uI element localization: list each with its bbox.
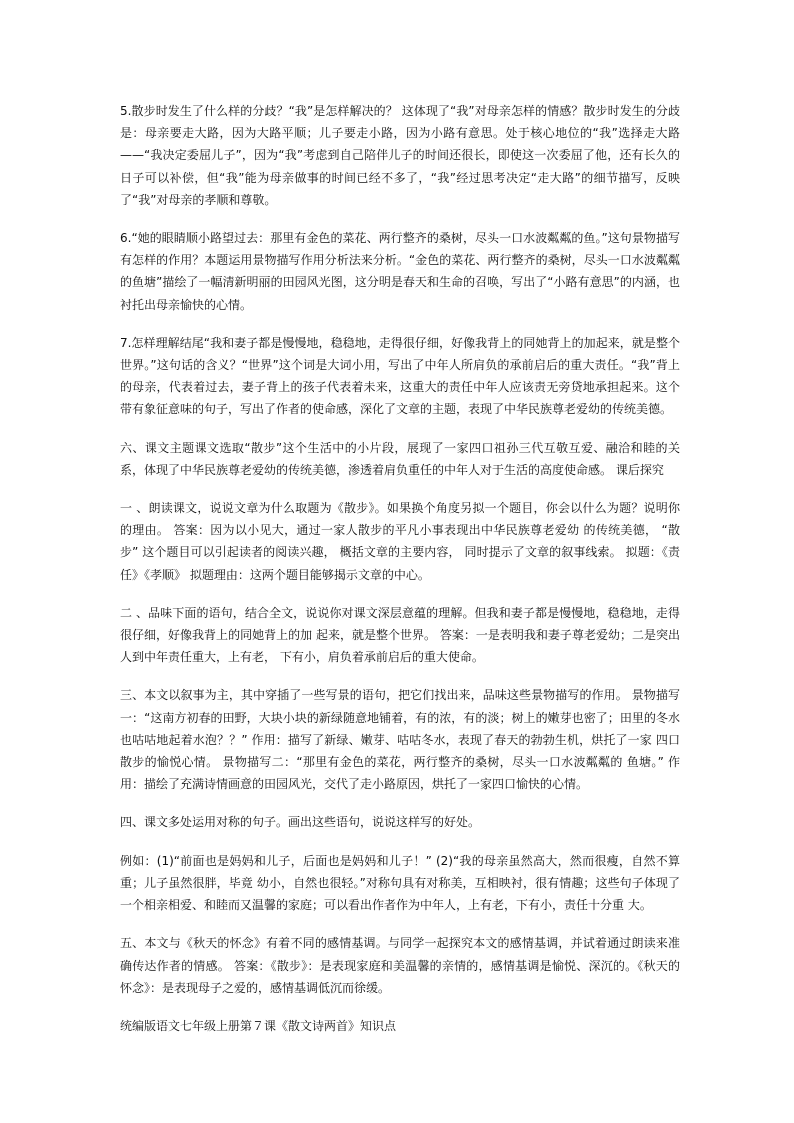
question-7-paragraph: 7.怎样理解结尾“我和妻子都是慢慢地，稳稳地，走得很仔细，好像我背上的同她背上的加起来，就是整个世界。”这句话的含义？“世界”这个词是大词小用，写出了中年人所肩负的承前启后的重大责任。“我”背上的母亲，代表着过去，妻子背上的孩子代表着未来，这重大的责任中年人应该责无旁贷地承担起来。这个带有象征意味的句子，写出了作者的使命感，深化了文章的主题，表现了中华民族尊老爱幼的传统美德。 bbox=[120, 335, 680, 417]
exercise-3-paragraph: 三、本文以叙事为主，其中穿插了一些写景的语句，把它们找出来，品味这些景物描写的作用。 景物描写一：“这南方初春的田野，大块小块的新绿随意地铺着，有的浓，有的淡；树上的嫩芽也密了；田里的冬水也咕咕地起着水泡？？” 作用：描写了新绿、嫩芽、咕咕冬水，表现了春天的勃勃生机，烘托了一家 四口散步的愉悦心情。 景物描写二：“那里有金色的菜花，两行整齐的桑树，尽头一口水波粼粼的 鱼塘。” 作用：描绘了充满诗情画意的田园风光，交代了走小路原因，烘托了一家四口愉快的心情。 bbox=[120, 688, 680, 792]
exercise-5-paragraph: 五、本文与《秋天的怀念》有着不同的感情基调。与同学一起探究本文的感情基调，并试着通过朗读来准确传达作者的情感。 答案：《散步》：是表现家庭和美温馨的亲情的，感情基调是愉悦、深沉的。《秋天的怀念》：是表现母子之爱的，感情基调低沉而徐缓。 bbox=[120, 936, 680, 995]
question-6-paragraph: 6.“她的眼睛顺小路望过去：那里有金色的菜花、两行整齐的桑树，尽头一口水波粼粼的鱼。”这句景物描写有怎样的作用？本题运用景物描写作用分析法来分析。“金色的菜花、两行整齐的桑树，尽头一口水波粼粼的鱼塘”描绘了一幅清新明丽的田园风光图，这分明是春天和生命的召唤，写出了“小路有意思”的内涵，也衬托出母亲愉快的心情。 bbox=[120, 231, 680, 312]
question-5-paragraph: 5.散步时发生了什么样的分歧？“我”是怎样解决的？ 这体现了“我”对母亲怎样的情感？散步时发生的分歧是：母亲要走大路，因为大路平顺；儿子要走小路，因为小路有意思。处于核心地位的“我”选择走大路——“我决定委屈儿子”，因为“我”考虑到自己陪伴儿子的时间还很长，即使这一次委屈了他，还有长久的日子可以补偿，但“我”能为母亲做事的时间已经不多了，“我”经过思考决定“走大路”的细节描写，反映了“我”对母亲的孝顺和尊敬。 bbox=[120, 104, 680, 207]
exercise-4-example-paragraph: 例如：(1)“前面也是妈妈和儿子，后面也是妈妈和儿子！” (2)“我的母亲虽然高大，然而很瘦，自然不算重；儿子虽然很胖，毕竟 幼小，自然也很轻。”对称句具有对称美，互相映衬，很有情趣；这些句子体现了一个相亲相爱、和睦而又温馨的家庭；可以看出作者作为中年人，上有老，下有小，责任十分重 大。 bbox=[120, 853, 680, 913]
exercise-1-paragraph: 一 、朗读课文，说说文章为什么取题为《散步》。如果换个角度另拟一个题目，你会以什么为题？说明你的理由。 答案：因为以小见大，通过一家人散步的平凡小事表现出中华民族尊老爱幼 的传统美德， “散步” 这个题目可以引起读者的阅读兴趣， 概括文章的主要内容， 同时提示了文章的叙事线索。 拟题：《责任》《孝顺》 拟题理由：这两个题目能够揭示文章的中心。 bbox=[120, 501, 680, 582]
exercise-2-paragraph: 二 、品味下面的语句，结合全文，说说你对课文深层意蕴的理解。但我和妻子都是慢慢地，稳稳地，走得很仔细，好像我背上的同她背上的加 起来，就是整个世界。 答案：一是表明我和妻子尊老爱幼；二是突出人到中年责任重大，上有老， 下有小，肩负着承前启后的重大使命。 bbox=[120, 605, 680, 665]
section-6-theme-paragraph: 六、课文主题课文选取“散步”这个生活中的小片段，展现了一家四口祖孙三代互敬互爱、融洽和睦的关系，体现了中华民族尊老爱幼的传统美德，渗透着肩负重任的中年人对于生活的高度使命感。 课后探究 bbox=[120, 440, 680, 477]
document-page bbox=[120, 100, 680, 1037]
exercise-4-paragraph: 四、课文多处运用对称的句子。画出这些语句，说说这样写的好处。 bbox=[120, 815, 481, 830]
next-lesson-heading: 统编版语文七年级上册第７课《散文诗两首》知识点 bbox=[120, 1018, 397, 1033]
